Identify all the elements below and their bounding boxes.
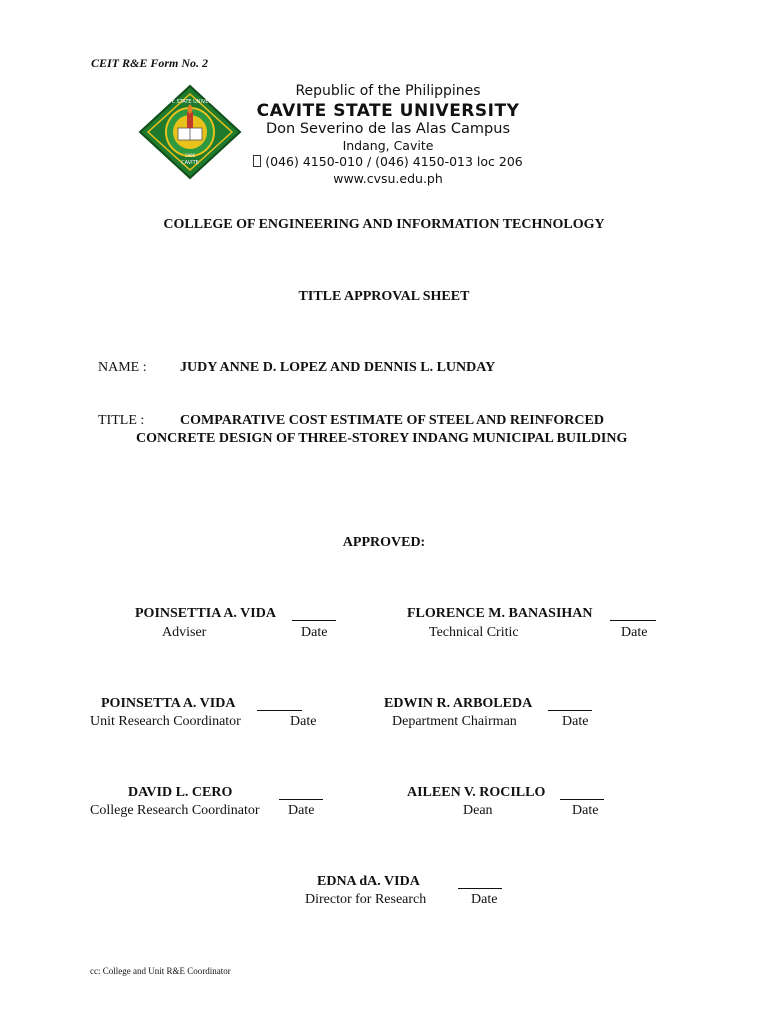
signatory-name: DAVID L. CERO: [128, 785, 233, 800]
signatory-name: AILEEN V. ROCILLO: [407, 785, 546, 800]
signatory-name: EDNA dA. VIDA: [317, 874, 420, 889]
form-number: CEIT R&E Form No. 2: [91, 56, 209, 70]
signatory-role: College Research Coordinator: [90, 803, 260, 818]
signatory-role: Unit Research Coordinator: [90, 714, 241, 729]
date-label: Date: [301, 625, 328, 640]
letterhead-town: Indang, Cavite: [342, 138, 434, 153]
signature-line: [548, 698, 592, 711]
signatory-role: Adviser: [162, 625, 207, 640]
date-label: Date: [288, 803, 315, 818]
signatory-role: Director for Research: [305, 892, 427, 907]
college-name: COLLEGE OF ENGINEERING AND INFORMATION TECHNOLOGY: [163, 217, 605, 232]
title-label: TITLE :: [98, 413, 145, 428]
date-label: Date: [562, 714, 589, 729]
seal-bottom-text: CAVITE: [181, 160, 199, 166]
phone-icon: [253, 155, 261, 167]
letterhead-campus: Don Severino de las Alas Campus: [265, 121, 510, 137]
letterhead-phone-line: [240, 154, 536, 169]
date-label: Date: [621, 625, 648, 640]
signatory-name: FLORENCE M. BANASIHAN: [407, 606, 593, 621]
signature-line: [560, 787, 604, 800]
signature-line: [279, 787, 323, 800]
letterhead-university: CAVITE STATE UNIVERSITY: [256, 101, 520, 121]
letterhead-republic: Republic of the Philippines: [295, 83, 481, 99]
signatory-role: Department Chairman: [392, 714, 517, 729]
name-label: NAME :: [98, 360, 147, 375]
date-label: Date: [471, 892, 498, 907]
letterhead-phone: (046) 4150-010 / (046) 4150-013 loc 206: [265, 154, 523, 169]
title-line-2: CONCRETE DESIGN OF THREE-STOREY INDANG MUNICIPAL BUILDING: [136, 431, 628, 446]
signature-line: [610, 608, 656, 621]
university-seal-logo: [138, 84, 242, 180]
sheet-title: TITLE APPROVAL SHEET: [298, 289, 470, 304]
signature-line: [458, 876, 502, 889]
signatory-role: Technical Critic: [429, 625, 519, 640]
date-label: Date: [290, 714, 317, 729]
signatory-role: Dean: [463, 803, 493, 818]
signatory-name: POINSETTA A. VIDA: [101, 696, 236, 711]
title-line-1: COMPARATIVE COST ESTIMATE OF STEEL AND REINFORCED: [180, 413, 604, 428]
signatory-name: POINSETTIA A. VIDA: [135, 606, 276, 621]
approved-label: APPROVED:: [342, 535, 426, 550]
seal-year: 1906: [184, 153, 196, 158]
letterhead-website: www.cvsu.edu.ph: [333, 171, 443, 186]
name-value: JUDY ANNE D. LOPEZ AND DENNIS L. LUNDAY: [180, 360, 496, 375]
date-label: Date: [572, 803, 599, 818]
cc-note: cc: College and Unit R&E Coordinator: [90, 966, 231, 976]
signature-line: [292, 608, 336, 621]
signature-line: [257, 698, 302, 711]
signatory-name: EDWIN R. ARBOLEDA: [384, 696, 533, 711]
seal-top-text: CAVITE STATE UNIVERSITY: [157, 99, 223, 105]
